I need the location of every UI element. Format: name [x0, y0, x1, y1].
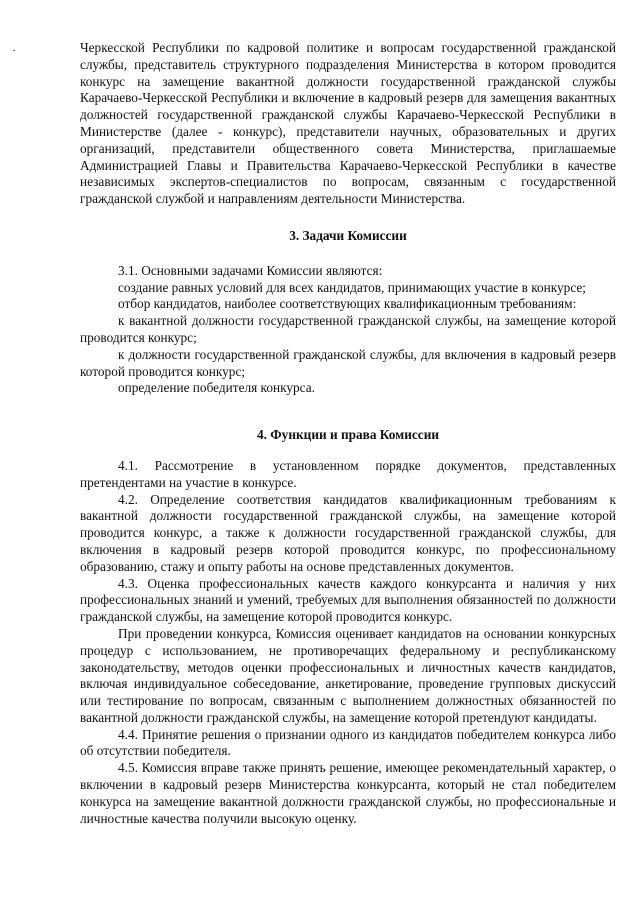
section-3-paragraph: к вакантной должности государственной гражданской службы, на замещение которой проводится конкурс;: [80, 313, 616, 345]
section-3-paragraph: 3.1. Основными задачами Комиссии являются:: [118, 262, 383, 278]
section-3-paragraph: создание равных условий для всех кандидатов, принимающих участие в конкурсе;: [118, 279, 586, 295]
section-3-heading: 3. Задачи Комиссии: [289, 227, 407, 243]
section-4-paragraph: 4.4. Принятие решения о признании одного из кандидатов победителем конкурса либо об отсутствии победителя.: [80, 726, 616, 759]
section-3-paragraph: определение победителя конкурса.: [118, 380, 315, 396]
section-3-paragraph: отбор кандидатов, наиболее соответствующих квалификационным требованиям:: [118, 296, 577, 312]
section-3-paragraph: к должности государственной гражданской службы, для включения в кадровый резерв которой проводится конкурс;: [80, 346, 616, 379]
section-4-paragraph: 4.1. Рассмотрение в установленном порядке документов, представленных претендентами на участие в конкурсе.: [80, 457, 616, 490]
margin-mark: ·: [12, 43, 16, 57]
section-4-heading: 4. Функции и права Комиссии: [256, 427, 440, 443]
section-4-paragraph: 4.3. Оценка профессиональных качеств каждого конкурсанта и наличия у них профессиональных знаний и умений, требуемых для выполнения обязанностей по должности гражданской службы, на замещение которой проводится конкурс.: [80, 575, 616, 625]
section-4-paragraph: При проведении конкурса, Комиссия оценивает кандидатов на основании конкурсных процедур с использованием, не противоречащих федеральному и республиканскому законодательству, методов оценки профессиональных и личностных качеств кандидатов, включая индивидуальное собеседование, анкетирование, проведение групповых дискуссий или тестирование по вопросам, связанным с выполнением должностных обязанностей по вакантной должности гражданской службы, на замещение которой претендуют кандидаты.: [80, 625, 616, 725]
section-4-paragraph: 4.5. Комиссия вправе также принять решение, имеющее рекомендательный характер, о включении в кадровый резерв Министерства конкурсанта, который не стал победителем конкурса на замещение вакантной должности гражданской службы, но профессиональные и личностные качества получили высокую оценку.: [80, 760, 616, 826]
intro-paragraph: Черкесской Республики по кадровой политике и вопросам государственной гражданской службы, представитель структурного подразделения Министерства в котором проводится конкурс на замещение вакантной должности государственной гражданской службы Карачаево-Черкесской Республики и включение в кадровый резерв для замещения вакантных должностей государственной гражданской службы Карачаево-Черкесской Республики в Министерстве (далее - конкурс), представители научных, образовательных и других организаций, представители общественного совета Министерства, приглашаемые Администрацией Главы и Правительства Карачаево-Черкесской Республики в качестве независимых экспертов-специалистов по вопросам, связанным с государственной гражданской службой и направлениям деятельности Министерства.: [80, 40, 616, 207]
document-page: [80, 40, 616, 827]
section-4-paragraph: 4.2. Определение соответствия кандидатов квалификационным требованиям к вакантной должности государственной гражданской службы, на замещение которой проводится конкурс, а также к должности государственной гражданской службы, для включения в кадровый резерв которой проводится конкурс, по профессиональному образованию, стажу и опыту работы на основе представленных документов.: [80, 491, 616, 574]
